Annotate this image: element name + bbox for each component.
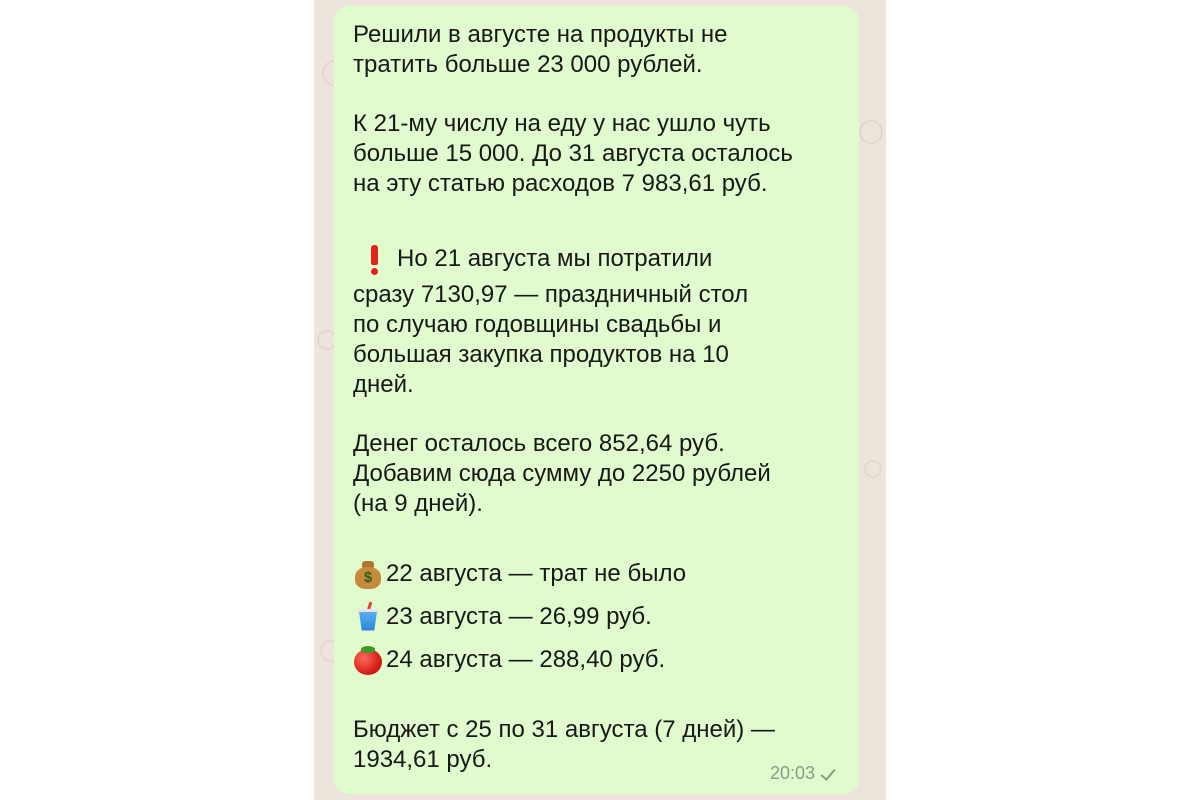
message-line-text: Но 21 августа мы потратили (397, 245, 713, 272)
message-line: на эту статью расходов 7 983,61 руб. (353, 170, 768, 197)
tomato-icon (353, 645, 383, 675)
paragraph-gap (353, 681, 839, 715)
message-line-with-icon (353, 552, 839, 595)
cup-with-straw-icon (353, 602, 383, 632)
message-line: большая закупка продуктов на 10 (353, 341, 729, 368)
message-line: сразу 7130,97 — праздничный стол (353, 281, 749, 308)
chat-background (314, 0, 886, 800)
message-line: больше 15 000. До 31 августа осталось (353, 140, 793, 167)
message-line: дней. (353, 371, 414, 398)
message-line-text: 23 августа — 26,99 руб. (386, 603, 652, 630)
wallpaper-doodle (859, 120, 883, 144)
message-line-text: 22 августа — трат не было (386, 560, 687, 587)
message-line: Бюджет с 25 по 31 августа (7 дней) — (353, 716, 775, 743)
outgoing-message-bubble[interactable] (334, 6, 859, 794)
message-line: Решили в августе на продукты не (353, 21, 728, 48)
message-line-with-icon (353, 638, 839, 681)
message-line: К 21-му числу на еду у нас ушло чуть (353, 110, 771, 137)
paragraph-gap (353, 80, 839, 109)
exclamation-icon (359, 244, 389, 274)
message-line-with-icon (353, 595, 839, 638)
message-line-with-icon (353, 237, 839, 280)
paragraph-gap (353, 400, 839, 429)
paragraph-gap (353, 199, 839, 237)
wallpaper-doodle (864, 460, 882, 478)
message-line: (на 9 дней). (353, 490, 483, 517)
check-icon (819, 765, 837, 783)
message-time: 20:03 (769, 763, 815, 783)
message-line: тратить больше 23 000 рублей. (353, 51, 703, 78)
message-meta (770, 763, 837, 784)
money-bag-icon: $ (353, 559, 383, 589)
message-line: по случаю годовщины свадьбы и (353, 311, 722, 338)
message-line-text: 24 августа — 288,40 руб. (386, 646, 666, 673)
message-line: 1934,61 руб. (353, 746, 493, 773)
message-line: Денег осталось всего 852,64 руб. (353, 430, 725, 457)
message-line: Добавим сюда сумму до 2250 рублей (353, 460, 771, 487)
paragraph-gap (353, 519, 839, 552)
